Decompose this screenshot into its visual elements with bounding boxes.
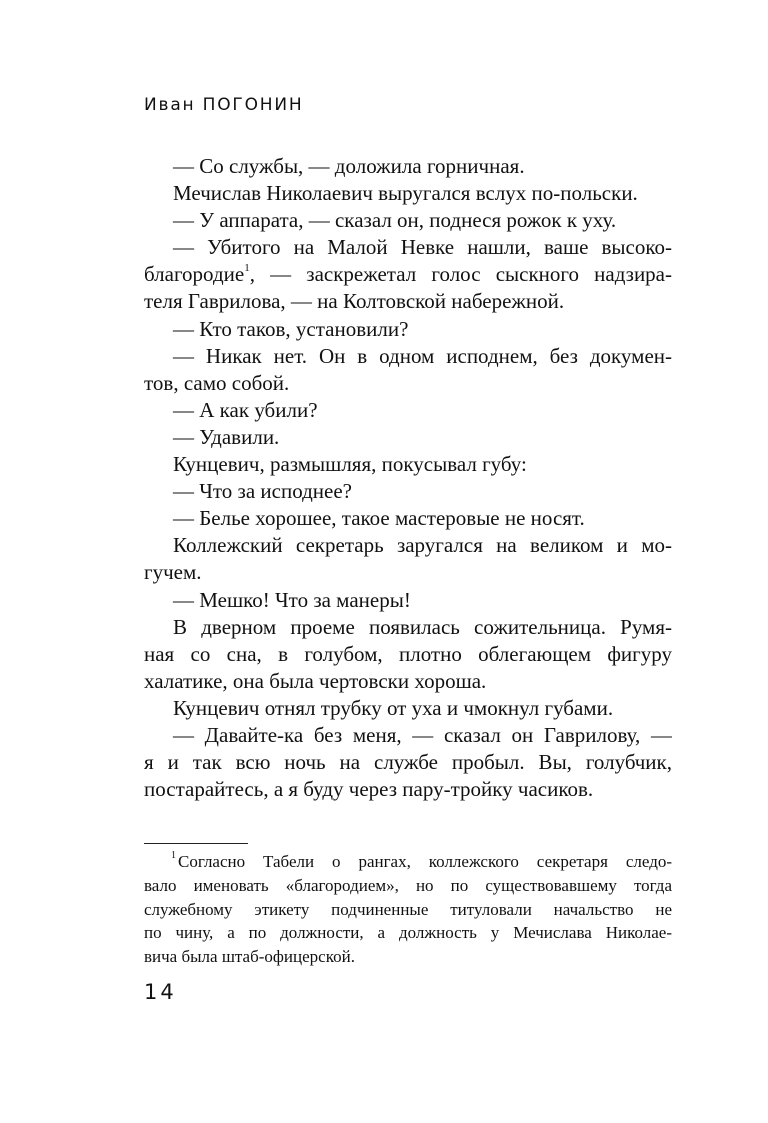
body-text: [144, 153, 672, 803]
footnote-line: вича была штаб-офицерской.: [144, 947, 355, 967]
text-line: — Кто таков, установили?: [173, 316, 409, 341]
text-line: — Мешко! Что за манеры!: [173, 587, 411, 612]
text-line: гучем.: [144, 560, 202, 585]
footnote-line: [144, 850, 672, 874]
text-line: — Давайте-ка без меня, — сказал он Гаврилову, —: [173, 722, 672, 747]
footnote-line: вало именовать «благородием», но по существовавшему тогда: [144, 875, 672, 895]
footnote-divider: [144, 843, 248, 844]
text-line: постарайтесь, а я буду через пару-тройку часиков.: [144, 777, 594, 802]
text-line: Кунцевич, размышляя, покусывал губу:: [173, 452, 527, 477]
text-line: ная со сна, в голубом, плотно облегающем фигуру: [144, 641, 672, 666]
footnote-line: служебному этикету подчиненные титуловали начальство не: [144, 899, 672, 919]
text-line: Мечислав Николаевич выругался вслух по-польски.: [173, 181, 638, 206]
footnote-text: Согласно Табели о рангах, коллежского секретаря следо-: [178, 852, 672, 871]
text-line: — А как убили?: [173, 397, 318, 422]
footnote-reference[interactable]: 1: [244, 262, 250, 275]
text-line: я и так всю ночь на службе пробыл. Вы, голубчик,: [144, 750, 672, 775]
text-line: Кунцевич отнял трубку от уха и чмокнул губами.: [173, 695, 614, 720]
text-line: теля Гаврилова, — на Колтовской набережной.: [144, 289, 565, 314]
footnote-mark: 1: [171, 850, 176, 862]
text-line-with-footnote-ref: [144, 261, 672, 288]
text-line: — У аппарата, — сказал он, поднеся рожок к уху.: [173, 208, 617, 233]
footnote-line: по чину, а по должности, а должность у Мечислава Николае-: [144, 923, 672, 943]
page-number: 14: [144, 980, 177, 1004]
text-line: — Удавили.: [173, 424, 280, 449]
text-line: — Со службы, — доложила горничная.: [173, 154, 525, 178]
text-line: — Белье хорошее, такое мастеровые не носят.: [173, 506, 585, 531]
footnotes: [144, 850, 672, 969]
text-fragment: благородие: [144, 262, 245, 287]
text-line: — Что за исподнее?: [173, 479, 352, 504]
text-line: Коллежский секретарь заругался на великом и мо-: [173, 533, 672, 558]
text-fragment: , — заскрежетал голос сыскного надзира-: [249, 262, 672, 287]
running-header: Иван ПОГОНИН: [144, 95, 304, 115]
text-line: халатике, она была чертовски хороша.: [144, 668, 487, 693]
text-line: тов, само собой.: [144, 370, 290, 395]
text-line: — Никак нет. Он в одном исподнем, без докумен-: [173, 343, 672, 368]
text-line: В дверном проеме появилась сожительница. Румя-: [173, 614, 672, 639]
text-line: — Убитого на Малой Невке нашли, ваше высоко-: [173, 235, 672, 260]
